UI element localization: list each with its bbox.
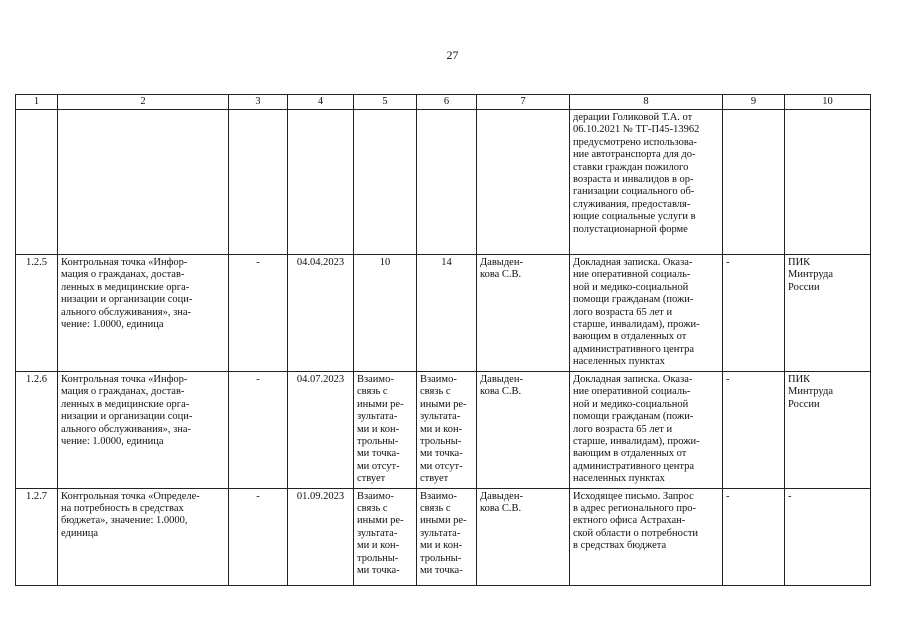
column-header-8: 8 — [570, 95, 723, 110]
cell-col3: - — [229, 255, 288, 372]
header-row — [16, 95, 871, 110]
column-header-9: 9 — [723, 95, 785, 110]
cell-document: Исходящее письмо. Запрос в адрес регионального про- ектного офиса Астрахан- ской области о потребности в средствах бюджета — [570, 488, 723, 585]
column-header-10: 10 — [785, 95, 871, 110]
column-header-3: 3 — [229, 95, 288, 110]
cell-description — [58, 110, 229, 255]
cell-col9 — [723, 110, 785, 255]
column-header-6: 6 — [417, 95, 477, 110]
cell-col6: Взаимо- связь с иными ре- зультата- ми и кон- трольны- ми точка- — [417, 488, 477, 585]
cell-col6 — [417, 110, 477, 255]
column-header-2: 2 — [58, 95, 229, 110]
cell-system: ПИК Минтруда России — [785, 255, 871, 372]
cell-col9: - — [723, 255, 785, 372]
column-header-7: 7 — [477, 95, 570, 110]
table-row-1-2-6 — [16, 372, 871, 489]
cell-col3: - — [229, 488, 288, 585]
cell-description: Контрольная точка «Инфор- мация о гражданах, достав- ленных в медицинские орга- низации и организации соци- ального обслуживания», зна- чение: 1.0000, единица — [58, 372, 229, 489]
cell-responsible: Давыден- кова С.В. — [477, 372, 570, 489]
cell-col6: 14 — [417, 255, 477, 372]
cell-col5 — [354, 110, 417, 255]
cell-document: дерации Голиковой Т.А. от 06.10.2021 № ТГ-П45-13962 предусмотрено использова- ние автотранспорта для до- ставки граждан пожилого возраста и инвалидов в ор- ганизации социального об- служивания, предоставля- ющие социальные услуги в полустационарной форме — [570, 110, 723, 255]
cell-description: Контрольная точка «Инфор- мация о гражданах, достав- ленных в медицинские орга- низации и организации соци- ального обслуживания», зна- чение: 1.0000, единица — [58, 255, 229, 372]
cell-date: 01.09.2023 — [288, 488, 354, 585]
cell-responsible: Давыден- кова С.В. — [477, 488, 570, 585]
cell-col5: 10 — [354, 255, 417, 372]
column-header-4: 4 — [288, 95, 354, 110]
cell-document: Докладная записка. Оказа- ние оперативной социаль- ной и медико-социальной помощи гражданам (пожи- лого возраста 65 лет и старше, инвалидам), прожи- вающим в отдаленных от административного центра населенных пунктах — [570, 255, 723, 372]
cell-date — [288, 110, 354, 255]
table-row-1-2-7 — [16, 488, 871, 585]
cell-col5: Взаимо- связь с иными ре- зультата- ми и кон- трольны- ми точка- ми отсут- ствует — [354, 372, 417, 489]
cell-col5: Взаимо- связь с иными ре- зультата- ми и кон- трольны- ми точка- — [354, 488, 417, 585]
cell-col3: - — [229, 372, 288, 489]
cell-number: 1.2.6 — [16, 372, 58, 489]
cell-responsible: Давыден- кова С.В. — [477, 255, 570, 372]
cell-description: Контрольная точка «Определе- на потребность в средствах бюджета», значение: 1.0000, единица — [58, 488, 229, 585]
cell-number: 1.2.5 — [16, 255, 58, 372]
table-row-continuation — [16, 110, 871, 255]
cell-system: - — [785, 488, 871, 585]
column-header-5: 5 — [354, 95, 417, 110]
cell-date: 04.07.2023 — [288, 372, 354, 489]
cell-col3 — [229, 110, 288, 255]
cell-number: 1.2.7 — [16, 488, 58, 585]
cell-col9: - — [723, 372, 785, 489]
cell-number — [16, 110, 58, 255]
column-header-1: 1 — [16, 95, 58, 110]
table-row-1-2-5 — [16, 255, 871, 372]
cell-date: 04.04.2023 — [288, 255, 354, 372]
cell-system: ПИК Минтруда России — [785, 372, 871, 489]
cell-col6: Взаимо- связь с иными ре- зультата- ми и кон- трольны- ми точка- ми отсут- ствует — [417, 372, 477, 489]
cell-responsible — [477, 110, 570, 255]
cell-document: Докладная записка. Оказа- ние оперативной социаль- ной и медико-социальной помощи гражданам (пожи- лого возраста 65 лет и старше, инвалидам), прожи- вающим в отдаленных от административного центра населенных пунктах — [570, 372, 723, 489]
cell-col9: - — [723, 488, 785, 585]
page-number: 27 — [446, 48, 459, 62]
results-table — [15, 94, 871, 586]
cell-system — [785, 110, 871, 255]
